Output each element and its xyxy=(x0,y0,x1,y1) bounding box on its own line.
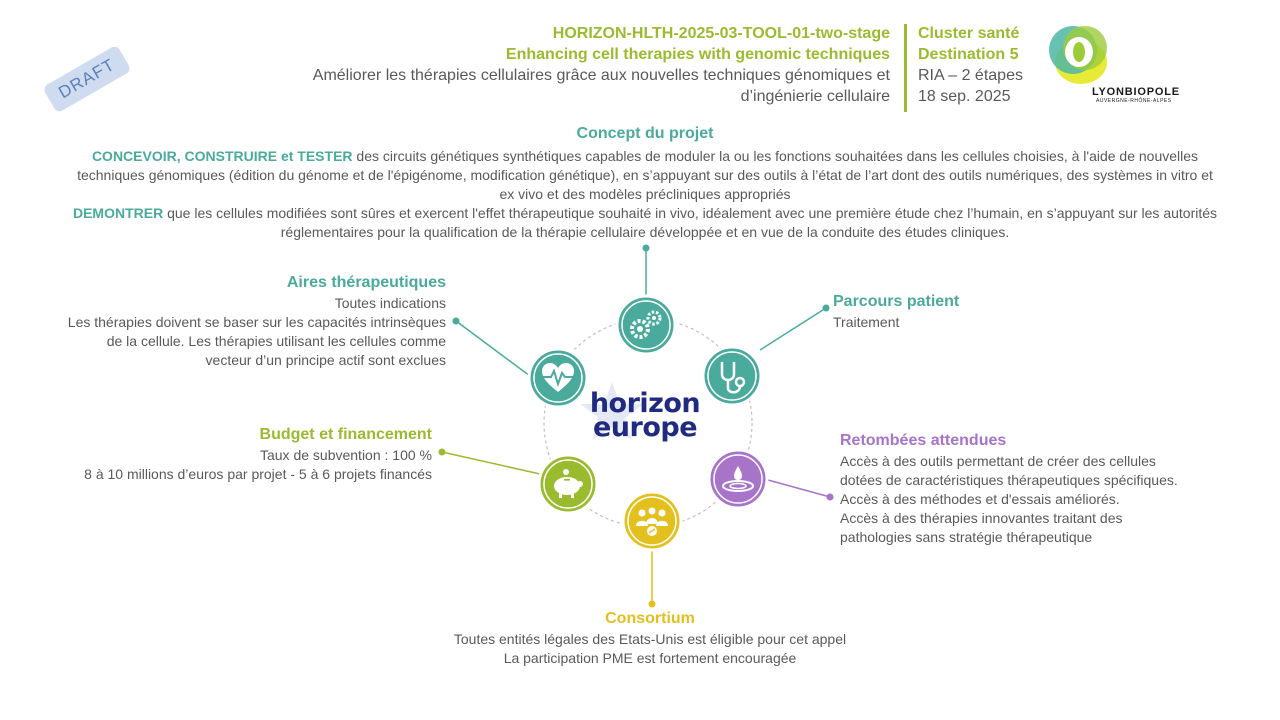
aires-therapeutiques-block xyxy=(60,273,446,370)
people-group-icon xyxy=(623,492,681,550)
connector-dot-consortium xyxy=(649,601,656,608)
cluster-label: Cluster santé xyxy=(918,25,1020,42)
retombees-line3: Accès à des thérapies innovantes traitant des pathologies sans stratégie thérapeutique xyxy=(840,510,1123,545)
concept-text-2: que les cellules modifiées sont sûres et exercent l'effet thérapeutique souhaité in vivo, idéalement avec une première étude chez l’humain, en s’appuyant sur les autorités réglementaires pour la qualification de la thérapie cellulaire développée et en vue de la conduite des études cliniques. xyxy=(163,205,1218,240)
connector-dot-retombees xyxy=(827,494,834,501)
horizon-europe-logo xyxy=(560,388,730,443)
keyword-demontrer: DEMONTRER xyxy=(72,205,164,221)
horizon-word: horizon xyxy=(589,388,701,419)
keyword-concevoir: CONCEVOIR, CONSTRUIRE et TESTER xyxy=(91,148,353,164)
connector-dot-aires xyxy=(453,318,460,325)
aires-title: Aires thérapeutiques xyxy=(286,274,446,291)
connector-retombees xyxy=(768,480,830,497)
connector-aires xyxy=(456,321,530,376)
concept-title: Concept du projet xyxy=(576,125,714,142)
title-fr-line1: Améliorer les thérapies cellulaires grâce aux nouvelles techniques génomiques et xyxy=(312,67,890,84)
parcours-title: Parcours patient xyxy=(833,293,960,310)
budget-title: Budget et financement xyxy=(259,426,432,443)
title-en: Enhancing cell therapies with genomic techniques xyxy=(505,46,890,63)
connector-dot-concept xyxy=(643,245,650,252)
parcours-patient-block xyxy=(833,292,1133,332)
budget-block xyxy=(20,425,432,484)
consortium-line1: Toutes entités légales des Etats-Unis est éligible pour cet appel xyxy=(453,631,847,647)
concept-text-1: des circuits génétiques synthétiques capables de moduler la ou les fonctions souhaitées dans les cellules choisies, à l'aide de nouvelles techniques génomiques (édition du génome et de l'épigénome, modification génétique), en s’appuyant sur des outils à l’état de l’art dont des outils numériques, des systèmes in vitro et ex vivo et des modèles précliniques appropriés xyxy=(77,148,1213,202)
consortium-block xyxy=(340,609,960,668)
draft-badge: DRAFT xyxy=(42,45,131,114)
consortium-title: Consortium xyxy=(605,610,695,627)
retombees-line1: Accès à des outils permettant de créer des cellules dotées de caractéristiques thérapeutiques spécifiques. xyxy=(840,453,1178,488)
budget-line1: Taux de subvention : 100 % xyxy=(259,447,432,463)
deadline-date: 18 sep. 2025 xyxy=(918,88,1011,105)
title-fr-line2: d’ingénierie cellulaire xyxy=(740,88,890,105)
gears-icon xyxy=(617,296,675,354)
piggy-bank-icon xyxy=(539,455,597,513)
destination-label: Destination 5 xyxy=(918,46,1019,63)
parcours-line1: Traitement xyxy=(833,314,900,330)
consortium-line2: La participation PME est fortement encouragée xyxy=(503,650,797,666)
retombees-block xyxy=(840,431,1190,547)
aires-line2: Les thérapies doivent se baser sur les capacités intrinsèques de la cellule. Les thérapies utilisant les cellules comme vecteur d’un principe actif sont exclues xyxy=(67,314,446,368)
aires-line1: Toutes indications xyxy=(334,295,446,311)
connector-dot-budget xyxy=(439,449,446,456)
connector-dot-parcours xyxy=(823,305,830,312)
europe-word: europe xyxy=(592,412,698,443)
retombees-title: Retombées attendues xyxy=(840,432,1007,449)
logo-tagline: AUVERGNE-RHÔNE-ALPES xyxy=(1096,98,1172,104)
call-code: HORIZON-HLTH-2025-03-TOOL-01-two-stage xyxy=(552,25,890,42)
connector-budget xyxy=(442,452,540,474)
budget-line2: 8 à 10 millions d’euros par projet - 5 à 6 projets financés xyxy=(84,466,432,482)
water-drop-icon xyxy=(709,450,767,508)
action-type: RIA – 2 étapes xyxy=(918,67,1023,84)
connector-parcours xyxy=(760,308,826,350)
retombees-line2: Accès à des méthodes et d'essais améliorés. xyxy=(840,491,1120,507)
logo-name: LYONBIOPOLE xyxy=(1092,86,1180,98)
